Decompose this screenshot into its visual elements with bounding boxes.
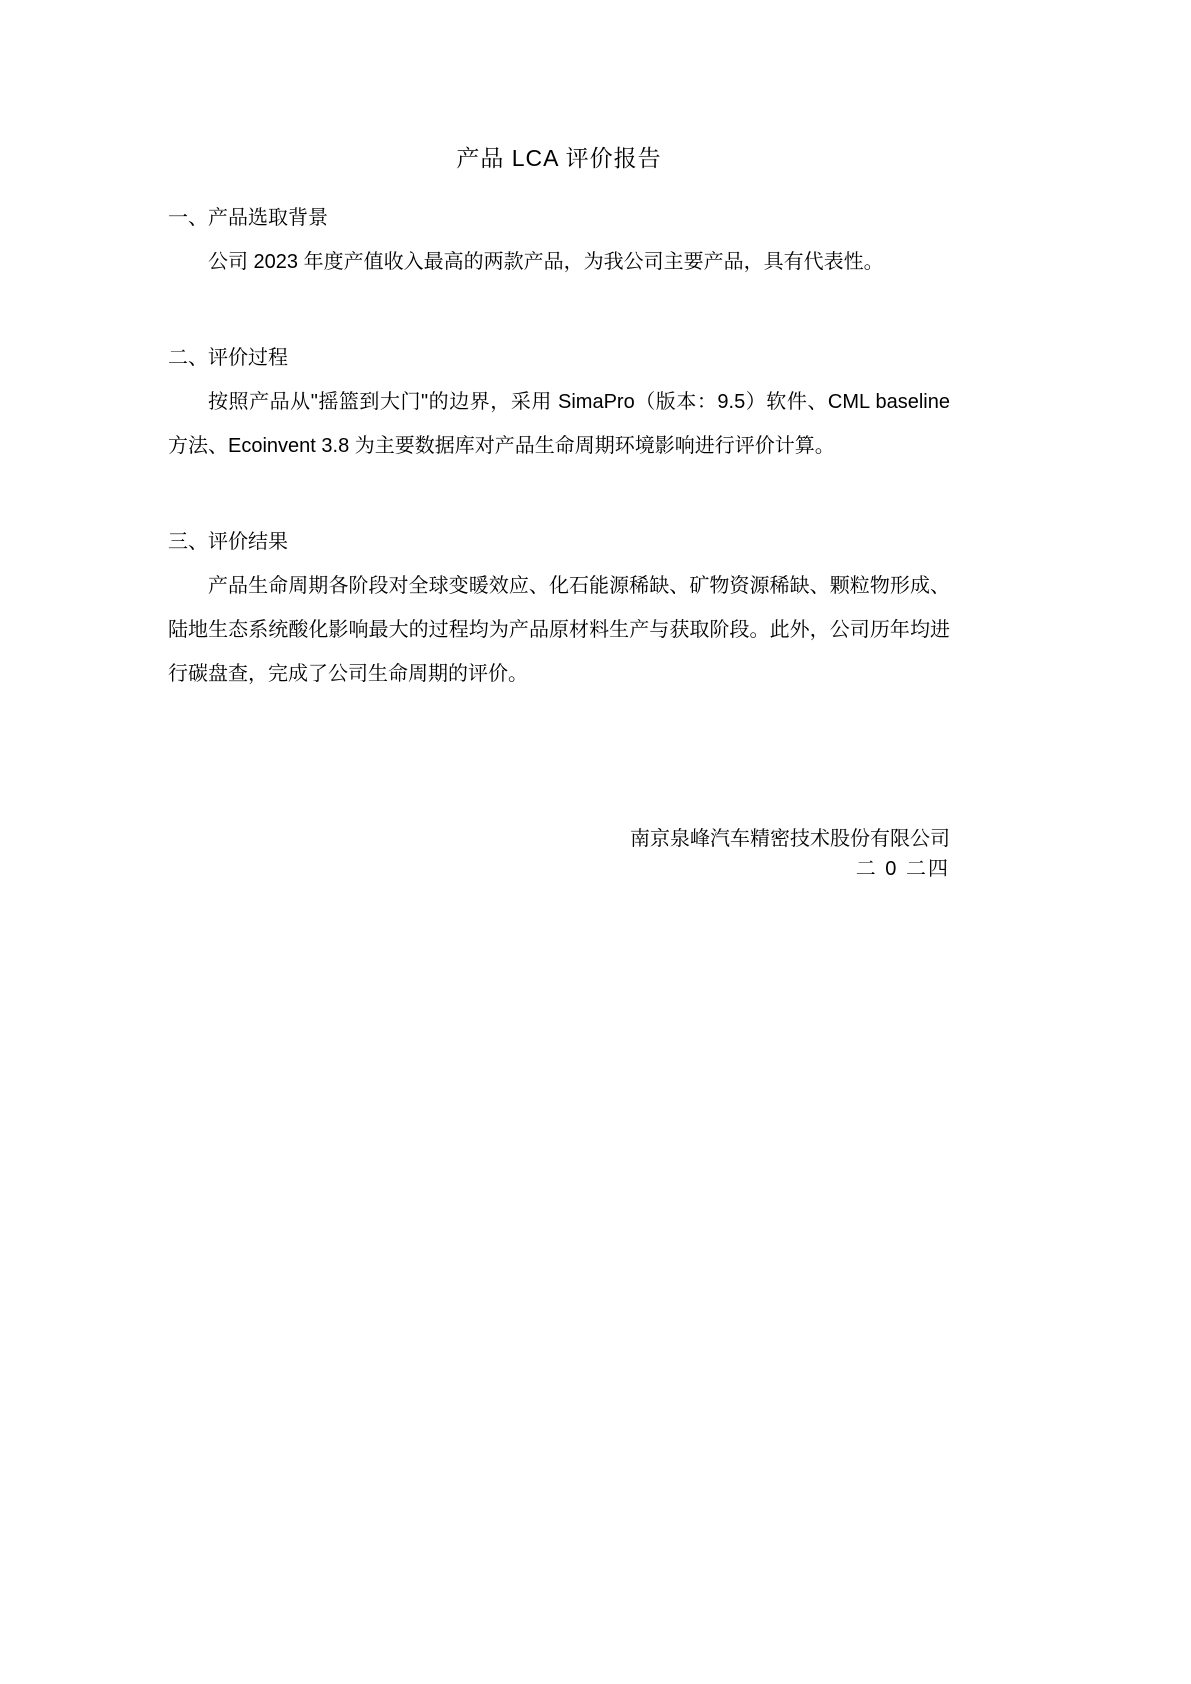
section-evaluation-results: [168, 524, 950, 696]
section-3-body: 产品生命周期各阶段对全球变暖效应、化石能源稀缺、矿物资源稀缺、颗粒物形成、陆地生态系统酸化影响最大的过程均为产品原材料生产与获取阶段。此外，公司历年均进行碳盘查，完成了公司生命周期的评价。: [168, 575, 950, 685]
signature-block: [168, 824, 950, 884]
section-3-heading: 三、评价结果: [168, 531, 288, 553]
section-product-selection: [168, 200, 950, 284]
company-name: 南京泉峰汽车精密技术股份有限公司: [630, 828, 950, 850]
section-evaluation-process: [168, 340, 950, 468]
signature-date: 二 0 二四: [855, 858, 950, 880]
page-title: 产品 LCA 评价报告: [456, 145, 662, 171]
section-1-body: 公司 2023 年度产值收入最高的两款产品，为我公司主要产品，具有代表性。: [208, 251, 884, 273]
section-1-heading: 一、产品选取背景: [168, 207, 328, 229]
section-2-body: 按照产品从"摇篮到大门"的边界，采用 SimaPro（版本：9.5）软件、CML baseline 方法、Ecoinvent 3.8 为主要数据库对产品生命周期环境影响进行评价计算。: [168, 391, 950, 457]
section-2-heading: 二、评价过程: [168, 347, 288, 369]
